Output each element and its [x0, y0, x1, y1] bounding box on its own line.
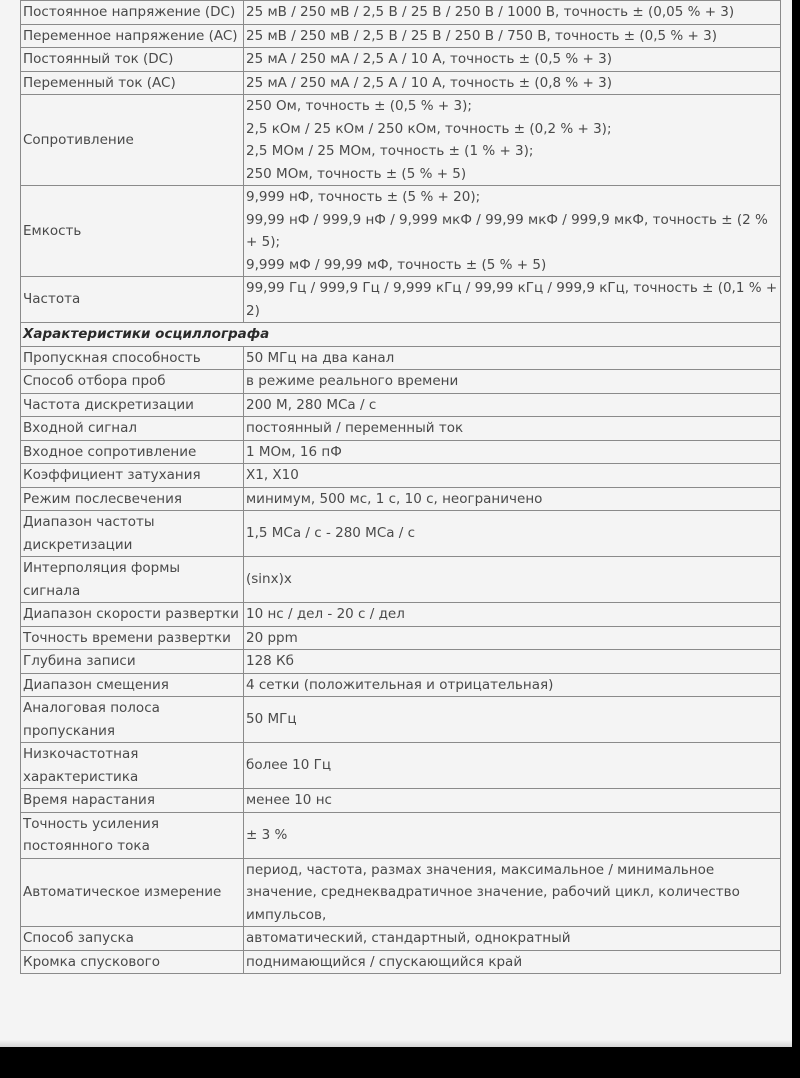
- spec-value-line: постоянный / переменный ток: [246, 420, 464, 436]
- spec-row: [21, 626, 781, 650]
- spec-value-line: 2,5 кОм / 25 кОм / 250 кОм, точность ± (0,2 % + 3);: [246, 120, 612, 137]
- spec-label: Способ запуска: [21, 927, 244, 951]
- spec-value-line: более 10 Гц: [246, 757, 332, 774]
- spec-label: Время нарастания: [21, 789, 244, 813]
- spec-value-line: 25 мВ / 250 мВ / 2,5 В / 25 В / 250 В / 750 В, точность ± (0,5 % + 3): [246, 27, 717, 44]
- spec-value-line: 25 мА / 250 мА / 2,5 А / 10 А, точность ± (0,8 % + 3): [246, 74, 612, 91]
- spec-row: [21, 1, 781, 25]
- oscilloscope-section-title: Характеристики осциллографа: [21, 323, 781, 347]
- spec-label: Режим послесвечения: [21, 487, 244, 511]
- spec-label: Способ отбора проб: [21, 370, 244, 394]
- spec-row: [21, 48, 781, 72]
- spec-value-line: 50 МГц: [246, 711, 297, 728]
- spec-value-line: 10 нс / дел - 20 с / дел: [246, 606, 405, 622]
- spec-value: [244, 697, 781, 743]
- spec-row: [21, 346, 781, 370]
- spec-label: Емкость: [21, 186, 244, 277]
- spec-value-line: поднимающийся / спускающийся край: [246, 953, 523, 970]
- spec-value-line: 9,999 мФ / 99,99 мФ, точность ± (5 % + 5): [246, 256, 547, 273]
- spec-value: [244, 812, 781, 858]
- spec-value-line: в режиме реального времени: [246, 373, 459, 389]
- spec-value: [244, 464, 781, 488]
- spec-value: [244, 950, 781, 974]
- spec-label: Частота дискретизации: [21, 393, 244, 417]
- specifications-table-body: [21, 1, 781, 974]
- spec-row: [21, 95, 781, 186]
- spec-value: [244, 186, 781, 277]
- spec-value: [244, 393, 781, 417]
- spec-value: [244, 487, 781, 511]
- spec-row: [21, 440, 781, 464]
- spec-label: Диапазон частоты дискретизации: [21, 511, 244, 557]
- spec-label: Автоматическое измерение: [21, 858, 244, 927]
- spec-value-line: менее 10 нс: [246, 792, 332, 808]
- spec-value: [244, 603, 781, 627]
- spec-value: [244, 927, 781, 951]
- spec-value: [244, 743, 781, 789]
- spec-label: Коэффициент затухания: [21, 464, 244, 488]
- spec-value-line: автоматический, стандартный, однократный: [246, 930, 571, 946]
- spec-row: [21, 743, 781, 789]
- spec-row: [21, 511, 781, 557]
- section-header-row: [21, 323, 781, 347]
- spec-label: Частота: [21, 277, 244, 323]
- spec-value: [244, 789, 781, 813]
- spec-label: Входной сигнал: [21, 417, 244, 441]
- spec-row: [21, 603, 781, 627]
- spec-value-line: минимум, 500 мс, 1 с, 10 с, неограничено: [246, 490, 543, 507]
- spec-label: Сопротивление: [21, 95, 244, 186]
- spec-value-line: 25 мВ / 250 мВ / 2,5 В / 25 В / 250 В / 1000 В, точность ± (0,05 % + 3): [246, 4, 735, 20]
- spec-row: [21, 858, 781, 927]
- spec-row: [21, 71, 781, 95]
- spec-label: Входное сопротивление: [21, 440, 244, 464]
- spec-value-line: 99,99 Гц / 999,9 Гц / 9,999 кГц / 99,99 кГц / 999,9 кГц, точность ± (0,1 % + 2): [246, 280, 778, 319]
- spec-value: [244, 277, 781, 323]
- spec-label: Пропускная способность: [21, 346, 244, 370]
- spec-value: [244, 626, 781, 650]
- spec-value-line: 2,5 МОм / 25 МОм, точность ± (1 % + 3);: [246, 143, 534, 159]
- spec-label: Кромка спускового: [21, 950, 244, 974]
- spec-row: [21, 417, 781, 441]
- spec-label: Постоянное напряжение (DC): [21, 1, 244, 25]
- spec-row: [21, 370, 781, 394]
- spec-value: [244, 511, 781, 557]
- spec-value: [244, 370, 781, 394]
- spec-row: [21, 393, 781, 417]
- spec-label: Переменный ток (AC): [21, 71, 244, 95]
- spec-row: [21, 789, 781, 813]
- spec-label: Глубина записи: [21, 650, 244, 674]
- spec-value-line: 1,5 МСа / с - 280 МСа / с: [246, 525, 416, 542]
- spec-value-line: 20 ppm: [246, 629, 298, 646]
- spec-value-line: 1 МОм, 16 пФ: [246, 443, 342, 460]
- spec-value-line: Х1, Х10: [246, 467, 299, 483]
- spec-row: [21, 277, 781, 323]
- spec-value: [244, 557, 781, 603]
- spec-value: [244, 48, 781, 72]
- spec-label: Диапазон смещения: [21, 673, 244, 697]
- spec-value: [244, 650, 781, 674]
- spec-value-line: (sinx)x: [246, 571, 292, 588]
- spec-row: [21, 487, 781, 511]
- spec-value-line: 200 М, 280 МСа / с: [246, 396, 377, 413]
- spec-value: [244, 673, 781, 697]
- spec-row: [21, 186, 781, 277]
- spec-value-line: 9,999 нФ, точность ± (5 % + 20);: [246, 189, 481, 205]
- spec-value: [244, 858, 781, 927]
- spec-row: [21, 812, 781, 858]
- spec-label: Точность времени развертки: [21, 626, 244, 650]
- spec-value-line: ± 3 %: [246, 826, 288, 843]
- spec-value-line: период, частота, размах значения, максимальное / минимальное значение, среднеквадратичное значение, рабочий цикл, количество импульсов,: [246, 861, 740, 923]
- spec-label: Интерполяция формы сигнала: [21, 557, 244, 603]
- spec-label: Постоянный ток (DC): [21, 48, 244, 72]
- spec-value: [244, 24, 781, 48]
- spec-label: Точность усиления постоянного тока: [21, 812, 244, 858]
- spec-label: Низкочастотная характеристика: [21, 743, 244, 789]
- spec-value-line: 250 МОм, точность ± (5 % + 5): [246, 165, 467, 182]
- spec-value-line: 25 мА / 250 мА / 2,5 А / 10 А, точность ± (0,5 % + 3): [246, 51, 612, 67]
- bottom-fade: [0, 1040, 792, 1047]
- spec-value-line: 250 Ом, точность ± (0,5 % + 3);: [246, 98, 472, 114]
- spec-value-line: 99,99 нФ / 999,9 нФ / 9,999 мкФ / 99,99 мкФ / 999,9 мкФ, точность ± (2 % + 5);: [246, 211, 768, 250]
- spec-row: [21, 950, 781, 974]
- spec-value: [244, 71, 781, 95]
- spec-label: Переменное напряжение (AC): [21, 24, 244, 48]
- spec-value: [244, 417, 781, 441]
- spec-row: [21, 24, 781, 48]
- spec-row: [21, 927, 781, 951]
- spec-value: [244, 440, 781, 464]
- spec-row: [21, 673, 781, 697]
- spec-value-line: 128 Кб: [246, 653, 294, 669]
- spec-value: [244, 95, 781, 186]
- spec-value-line: 4 сетки (положительная и отрицательная): [246, 676, 554, 693]
- spec-row: [21, 650, 781, 674]
- spec-value: [244, 346, 781, 370]
- spec-row: [21, 697, 781, 743]
- spec-row: [21, 464, 781, 488]
- spec-row: [21, 557, 781, 603]
- spec-label: Аналоговая полоса пропускания: [21, 697, 244, 743]
- spec-value-line: 50 МГц на два канал: [246, 349, 395, 366]
- specifications-table: [20, 0, 781, 974]
- spec-label: Диапазон скорости развертки: [21, 603, 244, 627]
- spec-value: [244, 1, 781, 25]
